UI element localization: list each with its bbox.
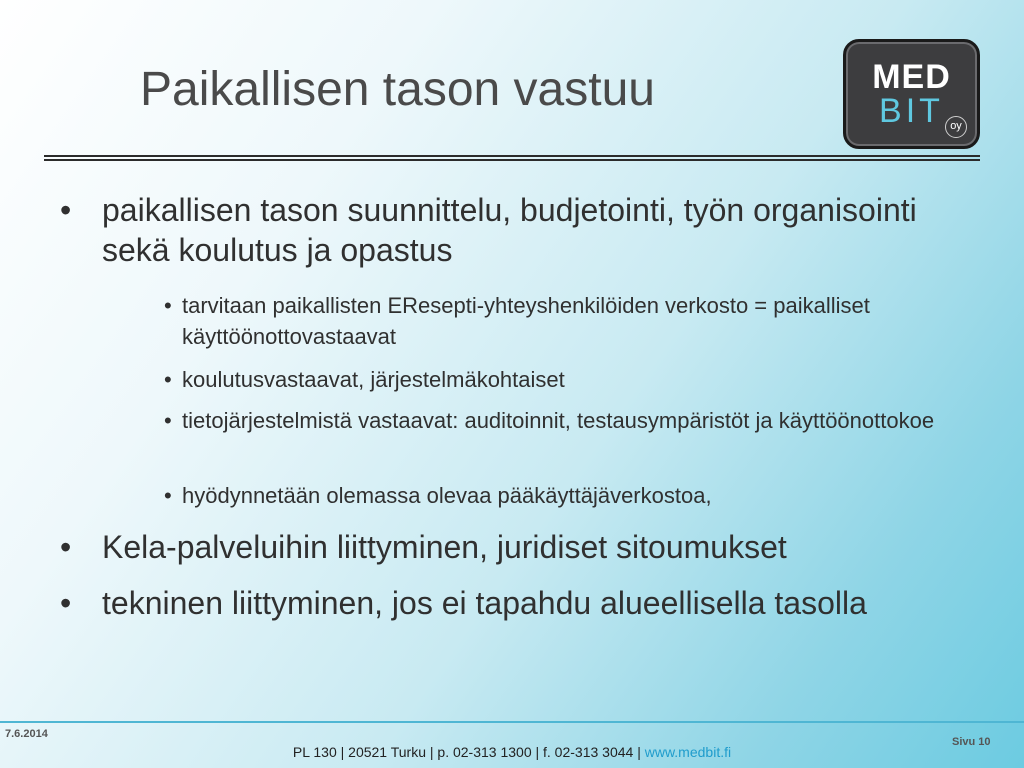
sub-bullet-item — [164, 364, 972, 395]
logo-bit-text: BIT — [879, 92, 944, 130]
sub-bullet-text: hyödynnetään olemassa olevaa pääkäyttäjäverkostoa, — [182, 483, 712, 508]
sub-bullet-text: koulutusvastaavat, järjestelmäkohtaiset — [182, 367, 565, 392]
sub-bullet-text: tarvitaan paikallisten EResepti-yhteyshenkilöiden verkosto = paikalliset käyttöönottovastaavat — [182, 293, 870, 349]
footer-contact — [0, 744, 1024, 760]
bullet-item — [60, 190, 982, 270]
bullet-dot-icon: • — [60, 529, 72, 565]
sub-bullet-item — [164, 480, 972, 511]
sub-bullet-item — [164, 405, 972, 436]
logo-oy-badge: oy — [945, 116, 967, 138]
bullet-dot-icon: • — [60, 585, 72, 621]
bullet-dot-icon: • — [60, 192, 72, 228]
sub-bullet-dot-icon: • — [164, 367, 172, 392]
sub-bullet-dot-icon: • — [164, 293, 172, 318]
sub-bullet-item — [164, 290, 972, 352]
bullet-text: tekninen liittyminen, jos ei tapahdu alueellisella tasolla — [102, 585, 867, 621]
footer-divider — [0, 721, 1024, 723]
bullet-text: Kela-palveluihin liittyminen, juridiset sitoumukset — [102, 529, 787, 565]
website-link[interactable]: www.medbit.fi — [644, 744, 732, 760]
slide-title: Paikallisen tason vastuu — [140, 63, 655, 116]
sub-bullet-dot-icon: • — [164, 408, 172, 433]
sub-bullet-text: tietojärjestelmistä vastaavat: auditoinnit, testausympäristöt ja käyttöönottokoe — [182, 408, 935, 433]
page-number: Sivu 10 — [952, 736, 991, 748]
contact-text: PL 130 | 20521 Turku | p. 02-313 1300 | f. 02-313 3044 | — [292, 744, 645, 760]
logo-med-text: MED — [872, 58, 951, 96]
footer-date: 7.6.2014 — [5, 728, 48, 740]
bullet-item — [60, 527, 982, 567]
bullet-item — [60, 583, 982, 623]
sub-bullet-dot-icon: • — [164, 483, 172, 508]
bullet-text: paikallisen tason suunnittelu, budjetointi, työn organisointi sekä koulutus ja opastus — [102, 192, 917, 268]
